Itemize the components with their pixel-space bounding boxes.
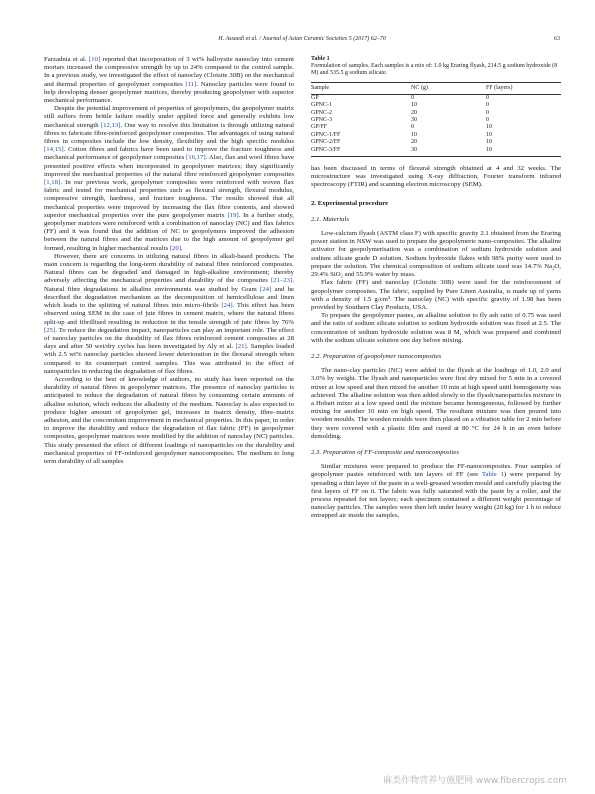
text-segment: . In a further study, geopolymer matrices were reinforced with a combination of nanoclay (NC) and flax fabrics (FF) and it was found that the addition of NC to geopolymers improved the adhesion between the natural fibres and the matrices due to the high amount of geopolymer gel formed, resulting in higher mechanical results: [44, 211, 294, 252]
table-cell: GP/FF: [311, 124, 328, 131]
table-row: [311, 124, 561, 131]
reference-link[interactable]: [20]: [169, 244, 182, 252]
table-cell: 10: [411, 102, 417, 109]
table-cell: 10: [486, 131, 492, 138]
table-row: [311, 110, 561, 117]
table-caption: Formulation of samples. Each samples is a mix of: 1.0 kg Eraring flyash, 214.5 g sodium hydroxide (8 M) and 535.5 g sodium silicate.: [311, 63, 558, 77]
table-cell: GPNC-2/FF: [311, 139, 341, 146]
text-segment: . Samples loaded with 2.5 wt% nanoclay particles showed lower deterioration in the flexural strength when compared to its counterpart control samples. This was attributed to the effect of nanoparticles in reducing the degradation of flax fibres.: [44, 343, 294, 375]
running-title: H. Assaedi et al. / Journal of Asian Ceramic Societies 5 (2017) 62–70: [218, 36, 386, 42]
reference-link[interactable]: [24]: [221, 302, 233, 310]
table-cell: 30: [411, 117, 417, 124]
table-cell: 10: [486, 139, 492, 146]
body-paragraph: [44, 105, 294, 253]
text-segment: and he described the degradation mechanism as the decomposition of hemicellulose and linen which leads to the splitting of natural fibres into micro-fibrils: [44, 285, 294, 310]
text-segment: . One way to resolve this limitation is through utilizing natural fibres to fabricate fibre-reinforced geopolymer composites. The advantages of using natural fibres in composites include the low density, flexibility and the high specific modulus: [44, 121, 294, 146]
table-row: [311, 94, 561, 102]
table-row: [311, 139, 561, 146]
left-column: [44, 56, 294, 466]
text-segment: However, there are concerns in utilizing natural fibres in alkali-based products. The main concern is regarding the long-term durability of natural fibre reinforced composites. Natural fibres can be degraded and damaged in high-alkaline environment; thereby adversely affecting the mechanical properties and durability of the composites: [44, 252, 294, 285]
table-cell: GPNC-2: [311, 109, 333, 116]
table-cell: 0: [411, 94, 414, 101]
text-segment: Similar mixtures were prepared to produce the FF-nanocomposites. Four samples of geopolymer pastes reinforced with ten layers of FF (see: [311, 463, 561, 479]
subsection-heading-materials: 2.1. Materials: [311, 215, 350, 223]
column-header: Sample: [311, 82, 411, 94]
reference-link[interactable]: [21–23]: [270, 277, 293, 285]
table-row: [311, 132, 561, 139]
page-number: 63: [554, 36, 560, 42]
text-segment: Despite the potential improvement of properties of geopolymers, the geopolymer matrix still suffers from brittle failure readily under applied force and generally exhibits low mechanical strength: [44, 105, 294, 129]
table-row: [311, 147, 561, 157]
reference-link[interactable]: [16,17]: [186, 154, 206, 162]
table-row: [311, 117, 561, 124]
body-paragraph: [44, 253, 294, 376]
body-paragraph: Low-calcium flyash (ASTM class F) with specific gravity 2.1 obtained from the Eraring power station in NSW was used to prepare the geopolymeric nano-composites. The alkaline activator for geopolymerisation was a combination of sodium hydroxide solution and sodium silicate grade D solution. Sodium hydroxide flakes with 98% purity were used to prepare the solution. The chemical composition of sodium silicate used was 14.7% Na₂O, 29.4% SiO₂ and 55.9% water by mass.: [311, 230, 561, 279]
text-segment: . This effect has been observed using SEM in the case of jute fibres in cement matrix, where the natural fibres split-up and fibrillised resulting in reduction in the tensile strength of jute fibres by 76%: [44, 302, 295, 326]
text-segment: reported that incorporation of 3 wt% halloysite nanoclay into cement mortars increased the compressive strength by up to 24% compared to the control sample. In a previous study, we investigated the effect of nanoclay (Cloisite 30B) on the mechanical and thermal properties of geopolymer composites: [44, 56, 294, 88]
text-segment: ) were prepared by spreading a thin layer of the paste in a well-greased wooden mould and carefully placing the first layers of FF on it. The fabric was fully saturated with the paste by a roller, and the process repeated for ten layers; each specimen contained a different weight percentage of nanoclay particles. The samples were then left under heavy weight (20 kg) for 1 h to reduce entrapped air inside the samples,: [311, 471, 561, 520]
text-segment: . Also, flax and wool fibres have presented positive effects when incorporated in geopolymer matrices; they significantly improved the mechanical properties of the natural fibre reinforced geopolymer composites: [44, 154, 294, 178]
table-cell: 0: [486, 109, 489, 116]
body-paragraph: [44, 56, 294, 105]
body-paragraph: Flax fabric (FF) and nanoclay (Cloisite 30B) were used for the reinforcement of geopolymer composites. The fabric, supplied by Pure Linen Australia, is made up of yarns with a density of 1.5 g/cm³. The nanoclay (NC) with specific gravity of 1.98 has been provided by Southern Clay Products, USA.: [311, 279, 561, 311]
column-header: FF (layers): [486, 82, 561, 94]
reference-link[interactable]: [1,18]: [44, 179, 61, 187]
table-cell: 0: [411, 124, 414, 131]
text-segment: . In our previous work, geopolymer composites were reinforced with woven flax fabric and tested for mechanical properties such as flexural strength, flexural modulus, compressive strength, hardness, and fracture toughness. The results showed that all mechanical properties were improved by increasing the flax fibre contents, and showed superior mechanical properties over the pure geopolymer matrix: [44, 179, 294, 219]
body-paragraph: [44, 376, 294, 466]
table-cell: 30: [411, 147, 486, 157]
reference-link[interactable]: [14,15]: [44, 146, 64, 154]
watermark: 麻类作物营养与施肥网 www.fibercrops.com: [383, 776, 567, 786]
reference-link[interactable]: [19]: [227, 211, 239, 219]
right-column: [311, 56, 561, 521]
text-segment: . To reduce the degradation impact, nanoparticles can play an important role. The effect of nanoclay particles on the durability of flax fibres reinforced cement composites at 28 days and after 50 wet/dry cycles has been investigated by Aly et al.: [44, 326, 294, 351]
table-cell: 10: [486, 124, 492, 131]
table-cell: 0: [486, 102, 489, 109]
formulation-table: [311, 82, 561, 157]
reference-link[interactable]: [24]: [260, 285, 272, 293]
table-cell: 20: [411, 139, 417, 146]
reference-link[interactable]: [21]: [235, 343, 247, 351]
running-header: [44, 36, 560, 46]
table-cell: GPNC-1/FF: [311, 131, 341, 138]
text-segment: .: [181, 244, 183, 252]
table-cell: 10: [411, 131, 417, 138]
reference-link[interactable]: Table 1: [481, 471, 504, 479]
table-cell: 20: [411, 109, 417, 116]
reference-link[interactable]: [25]: [44, 326, 56, 334]
table-cell: GPNC-3: [311, 117, 333, 124]
body-paragraph: To prepare the geopolymer pastes, an alkaline solution to fly ash ratio of 0.75 was used and the ratio of sodium silicate solution to sodium hydroxide solution was fixed at 2.5. The concentration of sodium hydroxide solution was 8 M, which was prepared and combined with the sodium silicate solution one day before mixing.: [311, 312, 561, 344]
table-cell: GPNC-3/FF: [311, 147, 411, 157]
reference-link[interactable]: [10]: [88, 56, 101, 63]
text-segment: . Natural fibre degradations in alkaline environments was studied by Gram: [44, 277, 294, 293]
text-segment: . Nanoclay particles were found to help developing denser geopolymer matrices, thereby producing geopolymer with superior mechanical performance.: [44, 80, 294, 105]
subsection-heading-ff: 2.3. Preparation of FF-composite and nanocomposites: [311, 448, 460, 456]
reference-link[interactable]: [11]: [185, 80, 197, 88]
table-1: [311, 56, 561, 157]
table-cell: GP: [311, 94, 319, 101]
table-header-row: [311, 82, 561, 94]
section-heading: 2. Experimental procedure: [311, 199, 389, 207]
table-label: Table 1: [311, 56, 330, 62]
intro-paragraph: has been discussed in terms of flexural strength obtained at 4 and 32 weeks. The microstructure was investigated using X-ray diffraction, Fourier transform infrared spectroscopy (FTIR) and scanning electron microscopy (SEM).: [311, 165, 561, 189]
table-row: [311, 102, 561, 109]
body-paragraph: [311, 463, 561, 520]
text-segment: . Cotton fibres and fabrics have been used to improve the fracture toughness and mechanical performance of geopolymer composites: [44, 146, 294, 162]
text-segment: According to the best of knowledge of authors, no study has been reported on the durability of natural fibres in geopolymer matrices. The presence of nanoclay particles is anticipated to reduce the degradation of natural fibres by consuming certain amounts of alkaline solution, which reduces the alkalinity of the medium. Nanoclay is also expected to produce higher amount of geopolymer gel, increases in matrix density, fibre–matrix adhesion, and the concomitant improvement in mechanical properties. In this paper, in order to improve the durability and reduce the degradation of flax fabric (FF) in geopolymer composites, geopolymer matrices were modified by the addition of nanoclay (NC) particles. This study presented the effect of different loadings of nanoparticles on the durability and mechanical properties of FF-reinforced geopolymer nanocomposites. The medium to long term durability of all samples: [44, 375, 294, 465]
text-segment: Farzadnia et al.: [44, 56, 89, 63]
table-cell: GPNC-1: [311, 102, 333, 109]
subsection-heading-preparation: 2.2. Preparation of geopolymer nanocomposites: [311, 352, 442, 360]
table-cell: 0: [486, 117, 489, 124]
column-header: NC (g): [411, 82, 486, 94]
reference-link[interactable]: [12,13]: [100, 121, 121, 129]
table-cell: 0: [486, 94, 489, 101]
body-paragraph: The nano-clay particles (NC) were added to the flyash at the loadings of 1.0, 2.0 and 3.0% by weight. The flyash and nanoparticles were first dry mixed for 5 min in a covered mixer at low speed and then mixed for another 10 min at high speed until homogeneity was achieved. The alkaline solution was then added slowly to the flyash/nanoparticles mixture in a Hobart mixer at a low speed until the mixture became homogeneous, followed by further mixing for another 10 min on high speed. The resultant mixture was then poured into wooden moulds. The wooden moulds were then placed on a vibration table for 2 min before they were covered with a plastic film and cured at 80 °C for 24 h in an oven before demolding.: [311, 367, 561, 440]
table-cell: 10: [486, 147, 561, 157]
